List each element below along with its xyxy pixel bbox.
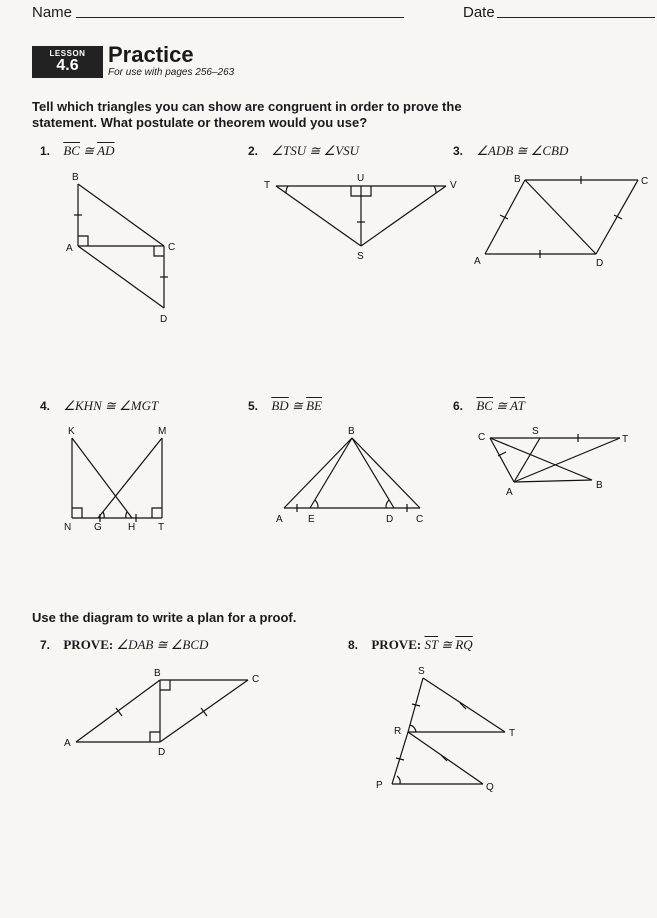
stmt-pre: ∠: [476, 143, 489, 158]
problem-3: [453, 142, 568, 160]
proof-number: 8.: [348, 638, 359, 652]
label: A: [276, 514, 283, 525]
problem-number: 2.: [248, 144, 259, 158]
prove-label: PROVE:: [371, 637, 422, 652]
section2-instruction: Use the diagram to write a plan for a proof.: [32, 610, 297, 625]
proof-7: [40, 636, 208, 654]
figure-4: [60, 422, 180, 537]
stmt-a: $\overline{BC}$: [476, 398, 493, 413]
stmt-rel: ≅ ∠: [101, 398, 131, 413]
label: A: [66, 243, 73, 254]
stmt-b: $\overline{AD}$: [97, 143, 115, 158]
problem-number: 3.: [453, 144, 464, 158]
problem-number: 1.: [40, 144, 51, 158]
label: D: [596, 258, 604, 269]
stmt-rel: ≅ ∠: [306, 143, 336, 158]
figure-8: [368, 662, 528, 797]
label: G: [94, 522, 102, 533]
stmt-pre: ∠: [63, 398, 76, 413]
label: T: [622, 434, 629, 445]
prove-label: PROVE:: [63, 637, 114, 652]
label: S: [532, 426, 539, 437]
page-subtitle: For use with pages 256–263: [108, 67, 235, 78]
problem-2: [248, 142, 359, 160]
label: C: [641, 176, 649, 187]
label: R: [394, 726, 402, 737]
label: B: [596, 480, 603, 491]
problem-number: 6.: [453, 399, 464, 413]
figure-6: [472, 422, 652, 507]
stmt-b: VSU: [335, 143, 360, 158]
figure-3: [470, 170, 655, 270]
stmt-rel: ≅: [492, 398, 511, 413]
label: T: [264, 180, 271, 191]
date-field[interactable]: [497, 17, 655, 18]
stmt-b: $\overline{AT}$: [510, 398, 525, 413]
stmt-a: ADB: [488, 143, 514, 158]
instruction-line-2: statement. What postulate or theorem would you use?: [32, 115, 368, 130]
label: B: [514, 174, 521, 185]
problem-6: [453, 397, 525, 415]
stmt-rel: ≅: [79, 143, 98, 158]
figure-5: [268, 422, 438, 532]
stmt-a: TSU: [283, 143, 307, 158]
label: D: [158, 747, 166, 758]
proof-8: [348, 636, 473, 654]
label: B: [348, 426, 355, 437]
label: N: [64, 522, 72, 533]
label: D: [386, 514, 394, 525]
section1-instruction: [32, 99, 632, 131]
stmt-b: CBD: [542, 143, 569, 158]
stmt-a: $\overline{BD}$: [271, 398, 289, 413]
label: C: [252, 674, 260, 685]
stmt-b: $\overline{BE}$: [306, 398, 322, 413]
figure-1: [60, 170, 190, 325]
label: C: [168, 242, 176, 253]
problem-number: 5.: [248, 399, 259, 413]
date-label: Date: [463, 4, 495, 21]
label: K: [68, 426, 75, 437]
name-label: Name: [32, 4, 73, 21]
name-field[interactable]: [76, 17, 404, 18]
problem-5: [248, 397, 322, 415]
stmt-pre: ∠: [271, 143, 284, 158]
figure-2: [258, 170, 468, 270]
label: A: [506, 487, 513, 498]
page-title: Practice: [108, 42, 194, 67]
prove-b: $\overline{RQ}$: [455, 637, 473, 652]
label: A: [64, 738, 71, 749]
stmt-a: $\overline{BC}$: [63, 143, 80, 158]
stmt-rel: ≅ ∠: [513, 143, 543, 158]
label: T: [509, 728, 516, 739]
stmt-rel: ≅: [288, 398, 307, 413]
prove-rel: ≅: [437, 637, 456, 652]
label: E: [308, 514, 315, 525]
instruction-line-1: Tell which triangles you can show are congruent in order to prove the: [32, 99, 462, 114]
label: P: [376, 780, 383, 791]
lesson-label: LESSON: [49, 49, 86, 58]
label: B: [154, 668, 161, 679]
stmt-b: MGT: [130, 398, 159, 413]
label: C: [416, 514, 424, 525]
label: A: [474, 256, 481, 267]
label: H: [128, 522, 136, 533]
label: M: [158, 426, 167, 437]
prove-statement: ∠DAB ≅ ∠BCD: [116, 637, 209, 652]
stmt-a: KHN: [75, 398, 102, 413]
label: B: [72, 172, 79, 183]
label: Q: [486, 782, 494, 793]
lesson-number: 4.6: [56, 57, 79, 74]
proof-number: 7.: [40, 638, 51, 652]
label: T: [158, 522, 165, 533]
problem-1: [40, 142, 115, 160]
label: D: [160, 314, 168, 325]
label: S: [357, 251, 364, 262]
prove-a: $\overline{ST}$: [424, 637, 438, 652]
label: S: [418, 666, 425, 677]
label: V: [450, 180, 457, 191]
label: U: [357, 173, 365, 184]
figure-7: [60, 668, 265, 763]
problem-4: [40, 397, 158, 415]
problem-number: 4.: [40, 399, 51, 413]
lesson-badge: [32, 46, 103, 78]
label: C: [478, 432, 486, 443]
